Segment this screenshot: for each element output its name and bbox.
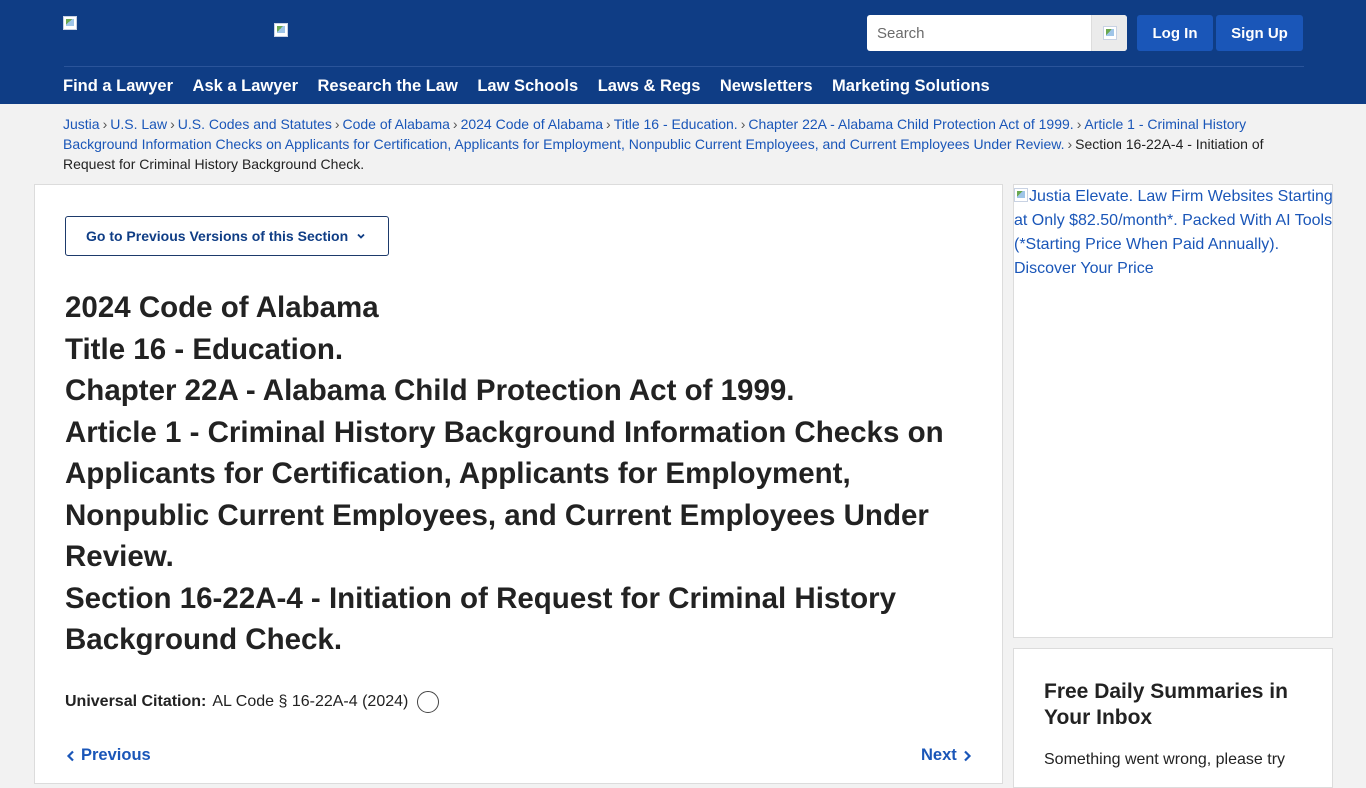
- page-title: [65, 287, 985, 661]
- breadcrumb-separator: ›: [1067, 136, 1073, 152]
- search-box: [867, 15, 1127, 51]
- nav-laws-regs[interactable]: Laws & Regs: [597, 77, 701, 95]
- newsletter-error-text: Something went wrong, please try: [1044, 751, 1286, 768]
- breadcrumb-link[interactable]: Code of Alabama: [342, 116, 450, 132]
- breadcrumb-link[interactable]: 2024 Code of Alabama: [460, 116, 604, 132]
- universal-citation: [65, 691, 439, 713]
- secondary-logo[interactable]: [274, 23, 288, 37]
- search-input[interactable]: [867, 15, 1091, 51]
- breadcrumb-link[interactable]: Chapter 22A - Alabama Child Protection Act of 1999.: [748, 116, 1074, 132]
- login-button[interactable]: Log In: [1137, 15, 1213, 51]
- breadcrumb-link[interactable]: U.S. Codes and Statutes: [177, 116, 332, 132]
- citation-info-icon[interactable]: [417, 691, 439, 713]
- search-icon: [1103, 26, 1117, 40]
- breadcrumb-current: Section 16-22A-4 - Initiation of Request for Criminal History Background Check.: [63, 136, 1264, 172]
- title-title: Title 16 - Education.: [65, 332, 344, 366]
- next-link[interactable]: [921, 746, 973, 765]
- breadcrumb: [63, 114, 1308, 174]
- breadcrumb-separator: ›: [334, 116, 340, 132]
- breadcrumb-link[interactable]: U.S. Law: [110, 116, 168, 132]
- title-section: Section 16-22A-4 - Initiation of Request for Criminal History Background Check.: [65, 581, 897, 656]
- newsletter-title: Free Daily Summaries in Your Inbox: [1044, 680, 1288, 729]
- ad-alt-text: Justia Elevate. Law Firm Websites Starting at Only $82.50/month*. Packed With AI Tools (*Starting Price When Paid Annually). Discover Your Price: [1014, 188, 1333, 277]
- title-chapter: Chapter 22A - Alabama Child Protection Act of 1999.: [65, 374, 795, 407]
- previous-label: Previous: [81, 746, 151, 764]
- breadcrumb-separator: ›: [170, 116, 175, 132]
- signup-button[interactable]: Sign Up: [1216, 15, 1303, 51]
- search-button[interactable]: [1091, 15, 1127, 51]
- previous-versions-dropdown[interactable]: [65, 216, 389, 256]
- breadcrumb-link[interactable]: Title 16 - Education.: [613, 116, 738, 132]
- breadcrumb-separator: ›: [452, 116, 458, 132]
- nav-find-a-lawyer[interactable]: Find a Lawyer: [63, 77, 174, 95]
- broken-image-icon: [1014, 188, 1028, 202]
- ad-image-alt[interactable]: [1014, 185, 1334, 281]
- nav-marketing-solutions[interactable]: Marketing Solutions: [832, 77, 990, 95]
- citation-value: AL Code § 16-22A-4 (2024): [212, 693, 409, 710]
- newsletter-box: [1013, 648, 1333, 788]
- site-header: [0, 0, 1366, 104]
- title-article: Article 1 - Criminal History Background Information Checks on Applicants for Certification, Applicants for Employment, Nonpublic Current Employees, and Current Employees Under Review.: [65, 415, 944, 573]
- breadcrumb-link[interactable]: Justia: [63, 116, 100, 132]
- nav-newsletters[interactable]: Newsletters: [719, 77, 813, 95]
- header-divider: [64, 66, 1304, 67]
- breadcrumb-separator: ›: [1076, 116, 1082, 132]
- breadcrumb-separator: ›: [740, 116, 746, 132]
- breadcrumb-link[interactable]: Article 1 - Criminal History Background Information Checks on Applicants for Certification, Applicants for Employment, Nonpublic Current Employees, and Current Employees Under Review.: [63, 116, 1247, 152]
- broken-image-icon: [274, 23, 288, 37]
- justia-logo[interactable]: [63, 16, 77, 30]
- nav-research-the-law[interactable]: Research the Law: [317, 77, 458, 95]
- breadcrumb-separator: ›: [606, 116, 611, 132]
- broken-image-icon: [63, 16, 77, 30]
- title-code: 2024 Code of Alabama: [65, 291, 379, 324]
- previous-versions-label: Go to Previous Versions of this Section: [86, 228, 349, 244]
- breadcrumb-separator: ›: [102, 116, 108, 132]
- sidebar-ad[interactable]: [1013, 184, 1333, 638]
- previous-link[interactable]: [65, 746, 151, 765]
- main-content: [34, 184, 1003, 784]
- chevron-left-icon: [65, 749, 77, 763]
- main-nav: [63, 76, 1009, 96]
- citation-label: Universal Citation:: [65, 693, 207, 710]
- chevron-right-icon: [961, 749, 973, 763]
- next-label: Next: [921, 746, 957, 764]
- chevron-down-icon: [356, 231, 366, 241]
- nav-law-schools[interactable]: Law Schools: [477, 77, 579, 95]
- nav-ask-a-lawyer[interactable]: Ask a Lawyer: [192, 77, 299, 95]
